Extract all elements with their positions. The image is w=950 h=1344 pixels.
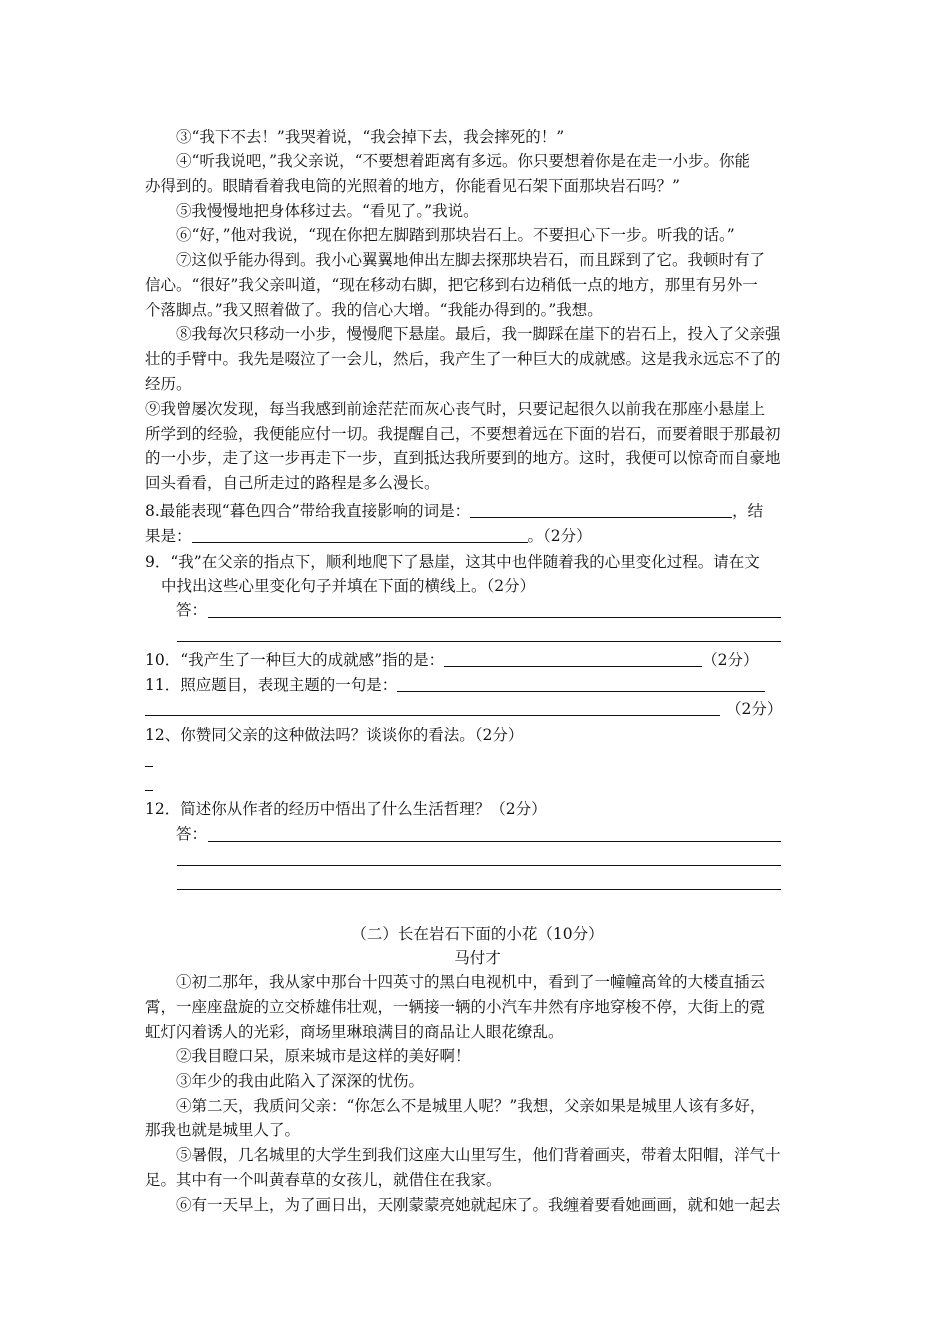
section-2-title: （二）长在岩石下面的小花（10分）: [351, 925, 604, 943]
paragraph-9-line-1: ⑨我曾屡次发现，每当我感到前途茫茫而灰心丧气时，只要记起很久以前我在那座小悬崖上: [145, 400, 766, 418]
question-12b-answer-line-1[interactable]: [208, 841, 781, 842]
question-12b-answer-line-3[interactable]: [177, 889, 781, 890]
paragraph-5: ⑤我慢慢地把身体移过去。“看见了。”我说。: [176, 202, 479, 220]
question-12a-answer-mark-2[interactable]: [145, 790, 153, 791]
paragraph-9-line-3: 的一小步，走了这一步再走下一步，直到抵达我所要到的地方。这时，我便可以惊奇而自豪地: [145, 449, 781, 467]
question-8-result-label: 果是：: [145, 527, 192, 545]
paragraph-8-line-2: 壮的手臂中。我先是啜泣了一会儿，然后，我产生了一种巨大的成就感。这是我永远忘不了的: [145, 350, 781, 368]
passage-2-paragraph-1-line-3: 虹灯闪着诱人的光彩，商场里琳琅满目的商品让人眼花缭乱。: [145, 1023, 564, 1041]
question-12a-answer-mark-1[interactable]: [145, 766, 153, 767]
paragraph-6: ⑥“好，”他对我说，“现在你把左脚踏到那块岩石上。不要担心下一步。听我的话。”: [176, 226, 735, 244]
question-10-line: [145, 648, 810, 672]
question-11-line-1: [145, 673, 810, 697]
question-12a-prompt: 12、你赞同父亲的这种做法吗？谈谈你的看法。（2分）: [145, 726, 524, 744]
question-12b-prompt: 12．简述你从作者的经历中悟出了什么生活哲理？（2分）: [145, 800, 547, 818]
passage-2-paragraph-3: ③年少的我由此陷入了深深的忧伤。: [176, 1072, 425, 1090]
question-8-answer-blank-2[interactable]: [192, 527, 528, 543]
question-8-answer-blank-1[interactable]: [470, 502, 732, 518]
passage-2-paragraph-6-line-1: ⑥有一天早上，为了画日出，天刚蒙蒙亮她就起床了。我缠着要看她画画，就和她一起去: [176, 1196, 781, 1214]
paragraph-9-line-2: 所学到的经验，我便能应付一切。我提醒自己，不要想着远在下面的岩石，而要着眼于那最初: [145, 425, 781, 443]
question-11-prompt: 11．照应题目，表现主题的一句是：: [145, 676, 398, 694]
question-8-prompt: 8.最能表现“暮色四合”带给我直接影响的词是：: [145, 502, 471, 520]
passage-2-paragraph-2: ②我目瞪口呆，原来城市是这样的美好啊！: [176, 1047, 471, 1065]
question-10-answer-blank[interactable]: [444, 651, 702, 667]
passage-2-paragraph-1-line-1: ①初二那年，我从家中那台十四英寸的黑白电视机中，看到了一幢幢高耸的大楼直插云: [176, 973, 766, 991]
question-8-score: 。（2分）: [527, 527, 592, 545]
question-8-line-2: [145, 524, 810, 548]
paragraph-7-line-1: ⑦这似乎能办得到。我小心翼翼地伸出左脚去探那块岩石，而且踩到了它。我顿时有了: [176, 251, 766, 269]
passage-2-paragraph-5-line-2: 足。其中有一个叫黄春草的女孩儿，就借住在我家。: [145, 1171, 502, 1189]
question-11-answer-line-2[interactable]: [145, 715, 720, 716]
question-10-prompt: 10．“我产生了一种巨大的成就感”指的是：: [145, 651, 445, 669]
paragraph-4-line-2: 办得到的。眼睛看着我电筒的光照着的地方，你能看见石架下面那块岩石吗？”: [145, 177, 680, 195]
passage-2-paragraph-5-line-1: ⑤暑假，几名城里的大学生到我们这座大山里写生，他们背着画夹，带着太阳帽，洋气十: [176, 1146, 781, 1164]
question-10-score: （2分）: [702, 651, 759, 669]
paragraph-3: ③“我下不去！”我哭着说，“我会掉下去，我会摔死的！”: [176, 128, 565, 146]
question-9-answer-label: 答：: [176, 601, 208, 619]
question-9-line-2: 中找出这些心里变化句子并填在下面的横线上。（2分）: [161, 577, 536, 595]
question-11-answer-blank-1[interactable]: [397, 676, 765, 692]
paragraph-7-line-3: 个落脚点。”我又照着做了。我的信心大增。“我能办得到的。”我想。: [145, 301, 603, 319]
passage-2-paragraph-1-line-2: 霄，一座座盘旋的立交桥雄伟壮观，一辆接一辆的小汽车井然有序地穿梭不停，大街上的霓: [145, 998, 766, 1016]
paragraph-7-line-2: 信心。“很好”我父亲叫道，“现在移动右脚，把它移到右边稍低一点的地方，那里有另外一: [145, 276, 758, 294]
question-9-line-1: 9．“我”在父亲的指点下，顺利地爬下了悬崖，这其中也伴随着我的心里变化过程。请在文: [145, 553, 760, 571]
question-8-result-prefix: ，结: [732, 502, 764, 520]
question-8-line-1: [145, 499, 810, 523]
question-11-score: （2分）: [726, 700, 783, 718]
question-12b-answer-label: 答：: [176, 825, 208, 843]
paragraph-8-line-3: 经历。: [145, 375, 192, 393]
passage-2-paragraph-4-line-2: 那我也就是城里人了。: [145, 1121, 301, 1139]
question-9-answer-line-2[interactable]: [177, 641, 781, 642]
section-2-author: 马付才: [454, 949, 501, 967]
paragraph-9-line-4: 回头看看，自己所走过的路程是多么漫长。: [145, 474, 440, 492]
passage-2-paragraph-4-line-1: ④第二天，我质问父亲：“你怎么不是城里人呢？”我想，父亲如果是城里人该有多好，: [176, 1097, 766, 1115]
paragraph-4-line-1: ④“听我说吧，”我父亲说，“不要想着距离有多远。你只要想着你是在走一小步。你能: [176, 152, 751, 170]
question-9-answer-line-1[interactable]: [208, 617, 781, 618]
question-12b-answer-line-2[interactable]: [177, 865, 781, 866]
paragraph-8-line-1: ⑧我每次只移动一小步，慢慢爬下悬崖。最后，我一脚踩在崖下的岩石上，投入了父亲强: [176, 325, 781, 343]
